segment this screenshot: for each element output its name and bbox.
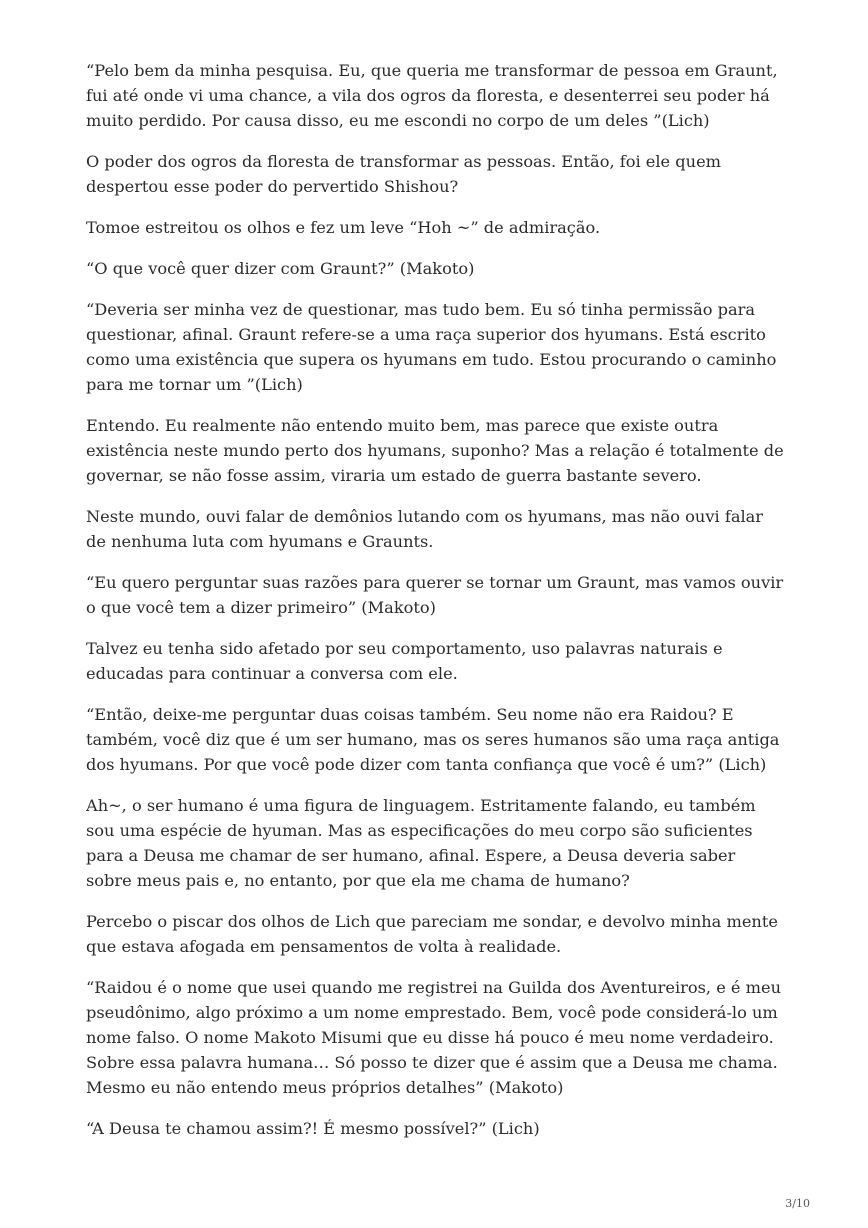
paragraph-4: “O que você quer dizer com Graunt?” (Makoto) <box>86 259 475 278</box>
paragraph-9: Talvez eu tenha sido afetado por seu comportamento, uso palavras naturais e educadas para continuar a conversa com ele. <box>86 639 723 683</box>
paragraph-13: “Raidou é o nome que usei quando me registrei na Guilda dos Aventureiros, e é meu pseudônimo, algo próximo a um nome emprestado. Bem, você pode considerá-lo um nome falso. O nome Makoto Misumi que eu disse há pouco é meu nome verdadeiro. Sobre essa palavra humana… Só posso te dizer que é assim que a Deusa me chama. Mesmo eu não entendo meus próprios detalhes” (Makoto) <box>86 978 782 1097</box>
paragraph-6: Entendo. Eu realmente não entendo muito bem, mas parece que existe outra existência neste mundo perto dos hyumans, suponho? Mas a relação é totalmente de governar, se não fosse assim, viraria um estado de guerra bastante severo. <box>86 416 784 485</box>
page-number: 3/10 <box>785 1197 810 1210</box>
paragraph-14: “A Deusa te chamou assim?! É mesmo possível?” (Lich) <box>86 1119 540 1138</box>
paragraph-1: “Pelo bem da minha pesquisa. Eu, que queria me transformar de pessoa em Graunt, fui até onde vi uma chance, a vila dos ogros da floresta, e desenterrei seu poder há muito perdido. Por causa disso, eu me escondi no corpo de um deles ”(Lich) <box>86 61 778 130</box>
paragraph-7: Neste mundo, ouvi falar de demônios lutando com os hyumans, mas não ouvi falar de nenhuma luta com hyumans e Graunts. <box>86 507 764 551</box>
paragraph-11: Ah~, o ser humano é uma figura de linguagem. Estritamente falando, eu também sou uma espécie de hyuman. Mas as especificações do meu corpo são suficientes para a Deusa me chamar de ser humano, afinal. Espere, a Deusa deveria saber sobre meus pais e, no entanto, por que ela me chama de humano? <box>86 796 756 890</box>
paragraph-3: Tomoe estreitou os olhos e fez um leve “Hoh ~” de admiração. <box>86 218 601 237</box>
paragraph-2: O poder dos ogros da floresta de transformar as pessoas. Então, foi ele quem despertou esse poder do pervertido Shishou? <box>86 152 722 196</box>
document-page <box>86 58 786 1157</box>
paragraph-8: “Eu quero perguntar suas razões para querer se tornar um Graunt, mas vamos ouvir o que você tem a dizer primeiro” (Makoto) <box>86 573 784 617</box>
paragraph-12: Percebo o piscar dos olhos de Lich que pareciam me sondar, e devolvo minha mente que estava afogada em pensamentos de volta à realidade. <box>86 912 778 956</box>
paragraph-5: “Deveria ser minha vez de questionar, mas tudo bem. Eu só tinha permissão para questionar, afinal. Graunt refere-se a uma raça superior dos hyumans. Está escrito como uma existência que supera os hyumans em tudo. Estou procurando o caminho para me tornar um ”(Lich) <box>86 300 777 394</box>
paragraph-10: “Então, deixe-me perguntar duas coisas também. Seu nome não era Raidou? E também, você diz que é um ser humano, mas os seres humanos são uma raça antiga dos hyumans. Por que você pode dizer com tanta confiança que você é um?” (Lich) <box>86 705 780 774</box>
